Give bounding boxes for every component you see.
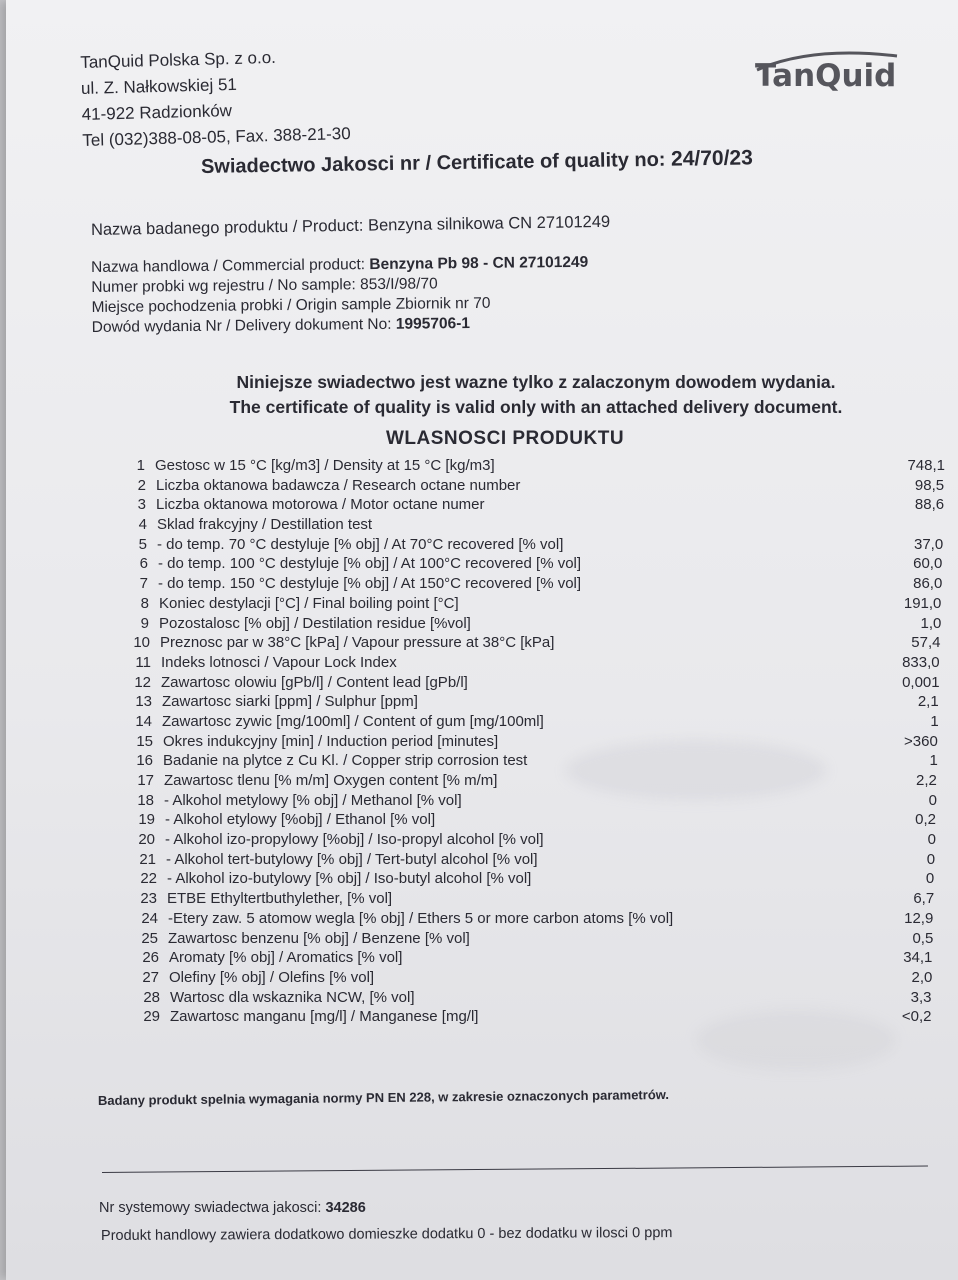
product-name-label: Nazwa badanego produktu / Product: [90,216,364,239]
property-number: 12 [134,673,151,691]
property-description: Zawartosc siarki [ppm] / Sulphur [ppm] [162,693,418,711]
property-row [135,968,958,988]
property-number: 16 [136,752,153,770]
property-description: Wartosc dla wskaznika NCW, [% vol] [170,988,415,1006]
property-description: Sklad frakcyjny / Destillation test [157,516,373,534]
notice-polish: Niniejsze swiadectwo jest wazne tylko z zalaczonym dowodem wydania. [236,372,836,392]
property-value: 191,0 [903,594,942,612]
notice-english: The certificate of quality is valid only with an attached delivery document. [229,397,843,417]
delivery-value: 1995706-1 [395,315,471,333]
property-row [125,594,955,614]
property-number: 2 [137,476,146,494]
origin-value: Zbiornik nr 70 [395,294,491,313]
property-description: Pozostalosc [% obj] / Destilation residue [%vol] [159,614,471,632]
property-value: 0 [926,850,936,868]
property-value: 2,2 [916,772,937,789]
product-name-value: Benzyna silnikowa CN 27101249 [367,212,611,235]
property-number: 10 [133,634,150,652]
property-value: 0 [927,831,936,849]
property-number: 17 [137,772,154,789]
property-description: Olefiny [% obj] / Olefins [% vol] [169,968,375,986]
property-number: 26 [142,949,159,967]
property-description: Zawartosc benzenu [% obj] / Benzene [% vol] [168,929,470,947]
divider-line [102,1166,928,1173]
property-value: 748,1 [907,457,945,474]
property-description: Zawartosc manganu [mg/l] / Manganese [mg/l] [170,1008,479,1026]
property-row [129,751,958,771]
property-description: - do temp. 100 °C destyluje [% obj] / At 100°C recovered [% vol] [158,555,582,573]
company-street: ul. Z. Nałkowskiej 51 [80,74,238,98]
property-value: 98,5 [914,476,945,494]
property-description: Liczba oktanowa badawcza / Research octane number [156,476,521,494]
property-row [122,476,952,496]
logo-text: TanQuid [755,58,897,94]
property-value: 60,0 [913,555,943,573]
property-number: 27 [142,968,159,986]
property-value: 1 [930,712,939,730]
property-number: 6 [139,555,148,573]
property-description: Zawartosc tlenu [% m/m] Oxygen content [% m/m] [164,772,498,789]
company-phone: Tel (032)388-08-05, Fax. 388-21-30 [82,123,351,150]
property-row [124,574,954,594]
property-row [133,889,958,909]
property-number: 20 [138,831,155,849]
company-address [80,43,351,154]
property-row [135,948,958,968]
property-value: 6,7 [913,890,935,908]
delivery-line [92,313,589,338]
property-number: 23 [140,890,157,908]
property-number: 9 [140,614,149,632]
property-row [131,810,958,830]
property-value: 57,4 [911,634,941,652]
property-value: 34,1 [903,949,933,967]
property-description: Zawartosc olowiu [gPb/l] / Content lead [gPb/l] [161,673,468,691]
property-number: 19 [138,811,155,829]
property-number: 1 [136,457,145,474]
property-number: 28 [143,988,160,1006]
property-description: Indeks lotnosci / Vapour Lock Index [161,653,397,671]
property-description: - Alkohol tert-butylowy [% obj] / Tert-butyl alcohol [% vol] [166,850,538,868]
property-value: 12,9 [904,909,934,927]
validity-notice [156,370,916,420]
property-row [122,495,952,515]
property-description: Aromaty [% obj] / Aromatics [% vol] [169,949,403,967]
property-value: 88,6 [914,496,945,514]
property-number: 3 [137,496,146,514]
property-value: 2,1 [917,693,939,711]
property-description: Liczba oktanowa motorowa / Motor octane numer [156,496,485,514]
property-number: 29 [143,1008,160,1026]
certificate-title-label: Swiadectwo Jakosci nr / Certificate of quality no: [200,148,666,178]
property-row [123,535,953,555]
property-row [127,673,957,693]
property-description: - do temp. 150 °C destyluje [% obj] / At 150°C recovered [% vol] [158,575,582,593]
property-description: Koniec destylacji [°C] / Final boiling point [°C] [159,594,459,612]
system-number-label: Nr systemowy swiadectwa jakosci: [99,1200,322,1216]
property-description: Okres indukcyjny [min] / Induction period [minutes] [163,732,499,750]
commercial-label: Nazwa handlowa / Commercial product: [91,256,366,276]
property-value: <0,2 [901,1008,932,1026]
property-row [133,869,958,889]
property-row [129,732,958,752]
commercial-value: Benzyna Pb 98 - CN 27101249 [369,253,589,274]
sample-label: Numer probki wg rejestru / No sample: [91,276,356,296]
property-number: 8 [140,594,149,612]
property-description: - Alkohol metylowy [% obj] / Methanol [% vol] [164,791,462,809]
sample-value: 853/I/98/70 [359,275,438,294]
property-value: 2,0 [911,968,933,986]
property-number: 14 [135,712,152,730]
property-row [132,850,958,870]
property-number: 4 [138,516,147,534]
property-row [130,771,958,791]
tanquid-logo [751,48,901,100]
property-description: - Alkohol izo-propylowy [%obj] / Iso-propyl alcohol [% vol] [165,831,544,849]
certificate-number: 24/70/23 [670,146,753,171]
property-number: 11 [135,653,151,671]
property-row [126,633,956,653]
property-number: 5 [138,535,147,553]
additive-note: Produkt handlowy zawiera dodatkowo domieszke dodatku 0 - bez dodatku w ilosci 0 ppm [100,1225,673,1244]
property-description: Preznosc par w 38°C [kPa] / Vapour pressure at 38°C [kPa] [160,634,555,652]
property-value: 0 [928,791,937,809]
property-value: 86,0 [913,575,943,593]
property-row [130,791,958,811]
origin-label: Miejsce pochodzenia probki / Origin sample [91,295,392,316]
property-row [127,653,957,673]
system-number-line [99,1200,366,1216]
system-number-value: 34286 [325,1200,366,1216]
property-description: - do temp. 70 °C destyluje [% obj] / At 70°C recovered [% vol] [157,535,564,553]
property-value: 0,001 [902,673,940,691]
properties-title: WLASNOSCI PRODUKTU [386,428,625,449]
property-value: 37,0 [914,535,944,553]
property-description: Zawartosc zywic [mg/100ml] / Content of gum [mg/100ml] [162,712,544,730]
property-value: 0,2 [915,811,936,829]
property-row [128,692,958,712]
property-number: 7 [139,575,148,593]
property-row [131,830,958,850]
property-number: 18 [137,791,154,809]
property-row [136,1007,958,1027]
property-row [136,988,958,1008]
property-value: 1 [929,752,938,770]
certificate-title [201,146,753,179]
property-description: - Alkohol etylowy [%obj] / Ethanol [% vol] [165,811,436,829]
property-row [124,554,954,574]
properties-table [121,456,951,1027]
property-row [134,909,958,929]
product-name-line [91,212,610,240]
property-description: - Alkohol izo-butylowy [% obj] / Iso-butyl alcohol [% vol] [167,870,532,888]
property-description: Gestosc w 15 °C [kg/m3] / Density at 15 °C [kg/m3] [155,457,495,474]
property-description: ETBE Ethyltertbuthylether, [% vol] [167,890,393,908]
property-row [125,614,955,634]
property-value: >360 [904,732,938,750]
property-row [121,456,951,476]
property-value: 833,0 [902,653,940,671]
property-number: 24 [141,909,158,927]
property-number: 13 [135,693,152,711]
property-value: 3,3 [910,988,932,1006]
company-name: TanQuid Polska Sp. z o.o. [80,47,277,72]
property-row [123,515,953,535]
property-number: 21 [139,850,156,868]
property-description: Badanie na plytce z Cu Kl. / Copper strip corrosion test [163,752,528,770]
compliance-note: Badany produkt spelnia wymagania normy PN EN 228, w zakresie oznaczonych parametrów. [97,1087,670,1108]
property-row [134,929,958,949]
property-value: 0,5 [912,929,934,947]
property-row [128,712,958,732]
property-number: 15 [136,732,153,750]
delivery-label: Dowód wydania Nr / Delivery dokument No: [91,315,392,336]
property-number: 22 [140,870,157,888]
certificate-sheet [6,0,958,1280]
property-value: 1,0 [920,614,942,632]
property-value: 0 [925,870,935,888]
property-description: -Etery zaw. 5 atomow wegla [% obj] / Ethers 5 or more carbon atoms [% vol] [168,909,674,927]
product-details [91,253,589,338]
property-number: 25 [141,929,158,947]
company-city: 41-922 Radzionków [81,101,233,124]
